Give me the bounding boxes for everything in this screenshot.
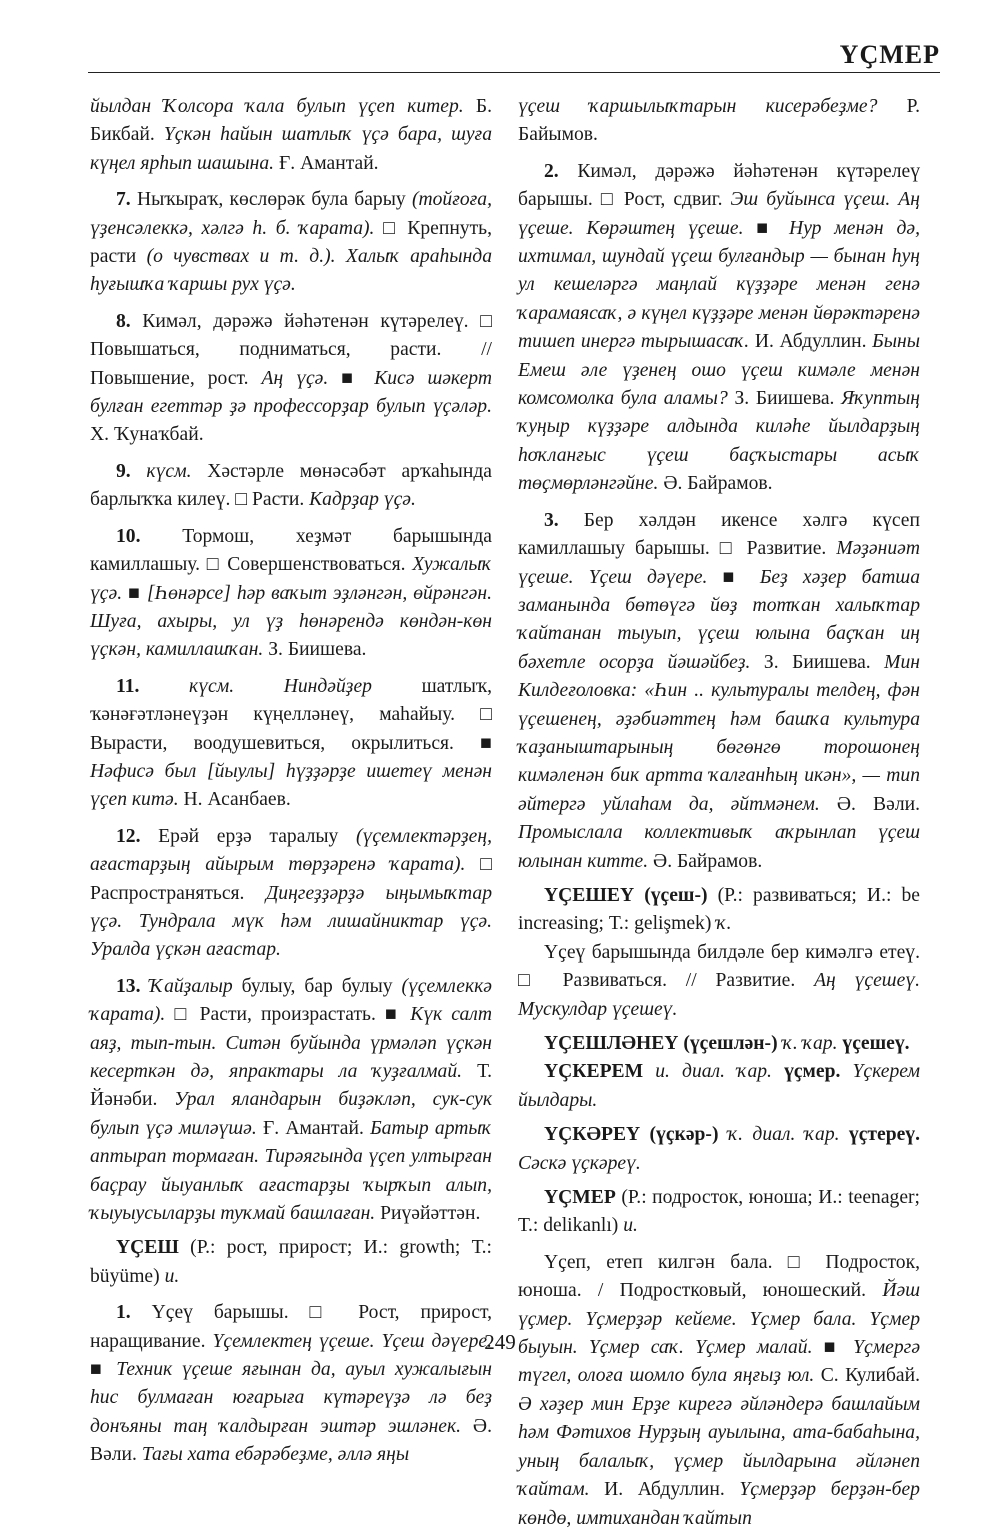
page-number: 249 [484,1330,516,1354]
definition-paragraph: 7. Ныҡыраҡ, көслөрәк була барыу (тойғоға, үҙенсәлеккә, хәлгә һ. б. ҡарата). □ Крепнуть, расти (о чувствах и т. д.). Халыҡ араһында һуғышҡа ҡаршы рух үҫә. [90,189,493,296]
definition-paragraph: 8. Кимәл, дәрәжә йәһәтенән күтәрелеү. □ Повышаться, подниматься, расти. // Повышение, рост. Аң үҫә. ■ Кисә шәкерт булған егеттәр ҙә профессорҙар булып үҫәләр. Х. Ҡунаҡбай. [90,310,492,446]
dictionary-entry: ҮҪКӘРЕҮ (үҫкәр-) ҡ. диал. ҡар. үҫтереү. Сәскә үҫкәреү. [518,1124,920,1174]
definition-paragraph: ҮҪКЕРЕМ и. диал. ҡар. үҫмер. Үҫкерем йылдары. [518,1061,921,1111]
definition-paragraph: йылдан Ҡолсора ҡала булып үҫеп китер. Б. Бикбай. Үҫкән һайын шатлыҡ үҫә бара, шуға күңел ярһып шашына. Ғ. Амантай. [90,96,492,174]
definition-paragraph: 12. Ерәй ерҙә таралыу (үҫемлектәрҙең, ағастарҙың айырым төрҙәренә ҡарата). □ Распространяться. Диңгеҙҙәрҙә ыңымыҡтар үҫә. Тундрала мүк һәм лишайниктар үҫә. Уралда үҫкән ағастар. [90,825,492,961]
dictionary-entry: ҮҪЕШ (Р.: рост, прирост; И.: growth; Т.: büyüme) и. [90,1237,492,1287]
definition-paragraph: Үҫеп, етеп килгән бала. □ Подросток, юноша. / Подростковый, юношеский. Йәш үҫмер. Үҫмерҙәр кейеме. Үҫмер бала. Үҫмер быуын. Үҫмер саҡ. Үҫмер малай. ■ Үҫмергә түгел, олоға шомло була яңғыҙ юл. С. Кулибай. Ә хәҙер мин Ерҙе кирегә әйләндерә башлайым һәм Фәтихов Нурҙың ауылына, ата-бабаһына, уның балалыҡ, үҫмер йылдарына әйләнеп ҡайтам. И. Абдуллин. Үҫмерҙәр берҙән-бер көндө, имтихандан ҡайтып [518,1251,921,1529]
definition-paragraph: 13. Ҡайҙалыр булыу, бар булыу (үҫемлеккә ҡарата). □ Расти, произрастать. ■ Күк салт аяҙ, тып-тын. Ситән буйында үрмәләп үҫкән кесерткән дә, япрактары ла ҡуҙғалмай. Т. Йәнәби. Урал яландарын биҙәкләп, сук-сук булып үҫә миләүшә. Ғ. Амантай. Батыр артыҡ аптырап тормаған. Тирәягында үҫеп ултырған баҫрау йыуанлыҡ ағастарҙы ҡырҡып алып, ҡыуыусыларҙы туҡмай башлаған. Риүәйәттән. [90,975,493,1225]
definition-paragraph: үҫеш ҡаршылыҡтарын кисерәбеҙме? Р. Байымов. [518,96,920,146]
definition-paragraph: 9. күсм. Хәстәрле мөнәсәбәт арҡаһында барлыҡҡа килеү. □ Расти. Кадрҙар үҫә. [90,460,492,511]
definition-paragraph: 11. күсм. Ниндәйҙер шатлыҡ, ҡәнәғәтләнеүҙән күңелләнеү, маһайыу. □ Вырасти, воодушевиться, окрылиться. ■ Нәфисә был [йыулы] һүҙҙәрҙе ишетеү менән үҫеп китә. Н. Асанбаев. [90,675,492,811]
dictionary-entry: ҮҪЕШЕҮ (үҫеш-) (Р.: развиваться; И.: be increasing; Т.: gelişmek) ҡ. [518,884,921,935]
definition-paragraph: 10. Тормош, хеҙмәт барышында камиллашыу. □ Совершенствоваться. Хужалыҡ үҫә. ■ [Һөнәрсе] һәр ваҡыт эҙләнгән, өйрәнгән. Шуға, ахыры, ул үҙ һөнәрендә көндән-көн үҫкән, камиллашҡан. З. Биишева. [90,525,492,661]
definition-paragraph: 1. Үҫеү барышы. □ Рост, прирост, наращивание. Үҫемлектең үҫеше. Үҫеш дәүере. ■ Техник үҫеше яғынан да, ауыл хужалығын һис булмаған юғарыға күтәреүҙә лә беҙ донъяны таң ҡалдырған эштәр эшләнек. Ә. Вәли. Тағы хата ебәрәбеҙме, әллә яңы [90,1302,493,1466]
definition-paragraph: 3. Бер хәлдән икенсе хәлгә күсеп камиллашыу барышы. □ Развитие. Мәҙәниәт үҫеше. Үҫеш дәүере. ■ Беҙ хәҙер батша заманында бөтөүгә йөҙ тотҡан халыҡтар ҡайтанан тыуып, үҫеш юлына баҫҡан иң бәхетле осорҙа йәшәйбеҙ. З. Биишева. Мин Килдеғоловка: «Һин .. культуралы телдең, фән үҫешенең, әҙәбиәттең һәм башҡа культура ҡаҙаныштарының бөгөнгө торошонең кимәленән бик артта ҡалғанһың икән», — тип әйтергә уйлаһам да, әйтмәнем. Ә. Вәли. Промыслала коллективыҡ аҡрынлап үҫеш юлынан китте. Ә. Байрамов. [518,509,920,872]
dictionary-entry: ҮҪЕШЛӘНЕҮ (үҫешлән-) ҡ. ҡар. үҫешеү. [544,1033,910,1054]
left-column [90,93,492,1470]
running-header-title: ҮҪМЕР [839,40,940,69]
header-rule [88,72,940,73]
right-column [518,93,920,1533]
definition-paragraph: 2. Кимәл, дәрәжә йәһәтенән күтәрелеү барышы. □ Рост, сдвиг. Эш буйынса үҫеш. Аң үҫеше. Көрәштең үҫеше. ■ Нур менән дә, ихтимал, шундай үҫеш булғандыр — бынан һуң ул кешеләргә маңлай күҙҙәре менән генә ҡарамаясаҡ, ә күңел күҙҙәре менән йөрәктәренә тишеп инергә тырышасаҡ. И. Абдуллин. Быны Емеш әле үҙенең ошо үҫеш кимәле менән комсомолка була аламы? З. Биишева. Яҡуптың ҡуңыр күҙҙәре алдында киләһе йылдарҙың һоҡланғыс үҫеш баҫҡыстары асыҡ төҫмөрләнгәйне. Ә. Байрамов. [518,160,920,495]
definition-paragraph: Үҫеү барышында билдәле бер кимәлгә етеү. □ Развиваться. // Развитие. Аң үҫешеү. Мускулдар үҫешеү. [518,941,920,1020]
dictionary-entry: ҮҪМЕР (Р.: подросток, юноша; И.: teenager; Т.: delikanlı) и. [518,1187,920,1237]
